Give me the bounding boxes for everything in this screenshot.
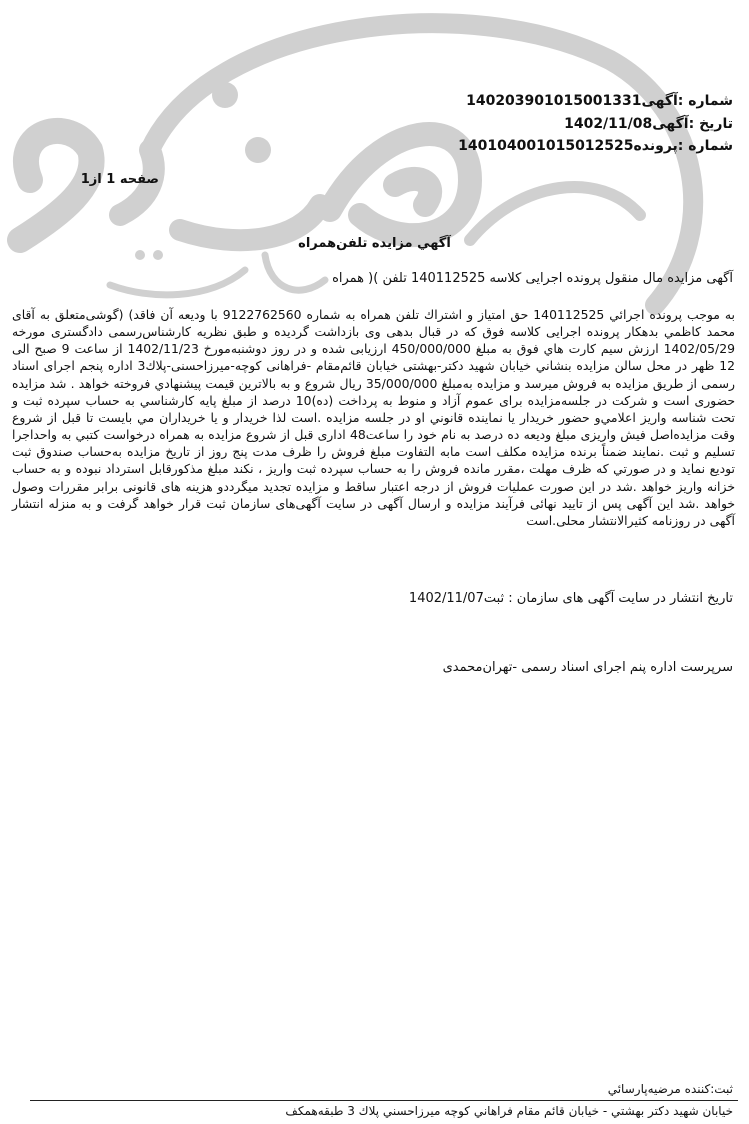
logo-zeh-glyph	[180, 205, 320, 240]
signature-line: سرپرست اداره پنم اجرای اسناد رسمی -تهران‌محمدی	[442, 660, 733, 675]
logo-gostaran-text	[110, 255, 325, 295]
logo-dot-3	[135, 250, 145, 260]
logo-dot-4	[153, 250, 163, 260]
notice-date: تاریخ :آگهی1402/11/08	[564, 116, 733, 132]
case-number: شماره :پرونده140104001015012525	[458, 138, 733, 154]
notice-number: شماره :آگهی140203901015001331	[466, 93, 733, 109]
logo-dot-1	[245, 137, 271, 163]
office-address: خيابان شهيد دكتر بهشتي - خيابان قائم مقام فراهاني كوچه ميرزاحسني پلاك 3 طبقه‌همكف	[285, 1104, 733, 1118]
notice-title: آگهي مزايده تلفن‌همراه	[298, 236, 451, 251]
logo-heh-glyph	[330, 134, 470, 235]
publish-date-line: تاریخ انتشار در سایت آگهی های سازمان : ثبت1402/11/07	[408, 591, 733, 606]
page-indicator: صفحه 1 از1	[80, 172, 159, 187]
notice-subtitle: آگهی مزایده مال منقول پرونده اجرایی کلاسه 140112525 تلفن )( همراه	[332, 271, 733, 286]
logo-dot-2	[212, 82, 238, 108]
logo-ring-arc-inner	[470, 187, 640, 240]
notice-body: به موجب پرونده اجرائي 140112525 حق امتياز و اشتراك تلفن همراه به شماره 9122762560 با وديعه آن فاقد) (گوشی‌متعلق به آقای محمد كاظمي بدهكار پرونده اجرايی كلاسه فوق كه در قبال بدهی وی بازداشت گرديده و طبق نظريه كارشناس‌رسمی دادگستری مورخه 1402/05/29 ارزش سیم كارت هاي فوق به مبلغ 450/000/000 ارزيابی شده و در روز دوشنبه‌مورخ 1402/11/23 از ساعت 9 صبح الی 12 ظهر در محل سالن مزايده بنشاني خيابان شهيد دكتر-بهشتی خيابان قائم‌مقام -فراهانی كوچه-ميرزاحسنی-پلاك3 اداره پنجم اجرای اسناد رسمی از طريق مزايده به فروش ميرسد و مزايده به‌مبلغ 35/000/000 ريال شروع و به بالاترين قيمت پيشنهادي فروخته خواهد . شد مزايده حضوری است و شركت در جلسه‌مزايده برای عموم آزاد و منوط به پرداخت (ده)10 درصد از مبلغ پايه كارشناسي به حساب سپرده ثبت و تحت شناسه واريز اعلامي‌و حضور خريدار يا نماينده قانوني او در جلسه مزايده .است لذا خريدار و يا خريداران مي بايست تا قبل از شروع وقت مزايده‌اصل فيش واريزی مبلغ وديعه ده درصد به نام خود را ساعت48 اداری قبل از شروع مزايده به همراه درخواست كتبي به واحداجرا تسليم و ثبت .نمايند ضمناً برنده مزايده مكلف است مابه التفاوت مبلغ فروش را ظرف مدت پنج روز از تاريخ مزايده به‌حساب صندوق ثبت توديع نمايد و در صورتي كه ظرف مهلت ،مقرر مانده فروش را به حساب سپرده ثبت واريز ، نكند مبلغ مذكورقابل استرداد نبوده و به حساب خزانه واريز خواهد .شد در اين صورت عمليات فروش از درجه اعتبار ساقط و مزايده تجديد ميگرددو هزينه های قانونی برابر مقررات وصول خواهد .شد اين آگهی پس از تاييد نهائی فرآيند مزايده و ارسال آگهی در سايت آگهی‌های سازمان ثبت قرار خواهد گرفت و به منزله انتشار آگهی در روزنامه كثيرالانتشار محلی.است	[12, 307, 735, 528]
footer-divider	[30, 1100, 738, 1101]
registrar-line: ثبت:كننده مرضيه‌پارسائي	[607, 1082, 733, 1096]
logo-ring-arc	[150, 23, 693, 305]
